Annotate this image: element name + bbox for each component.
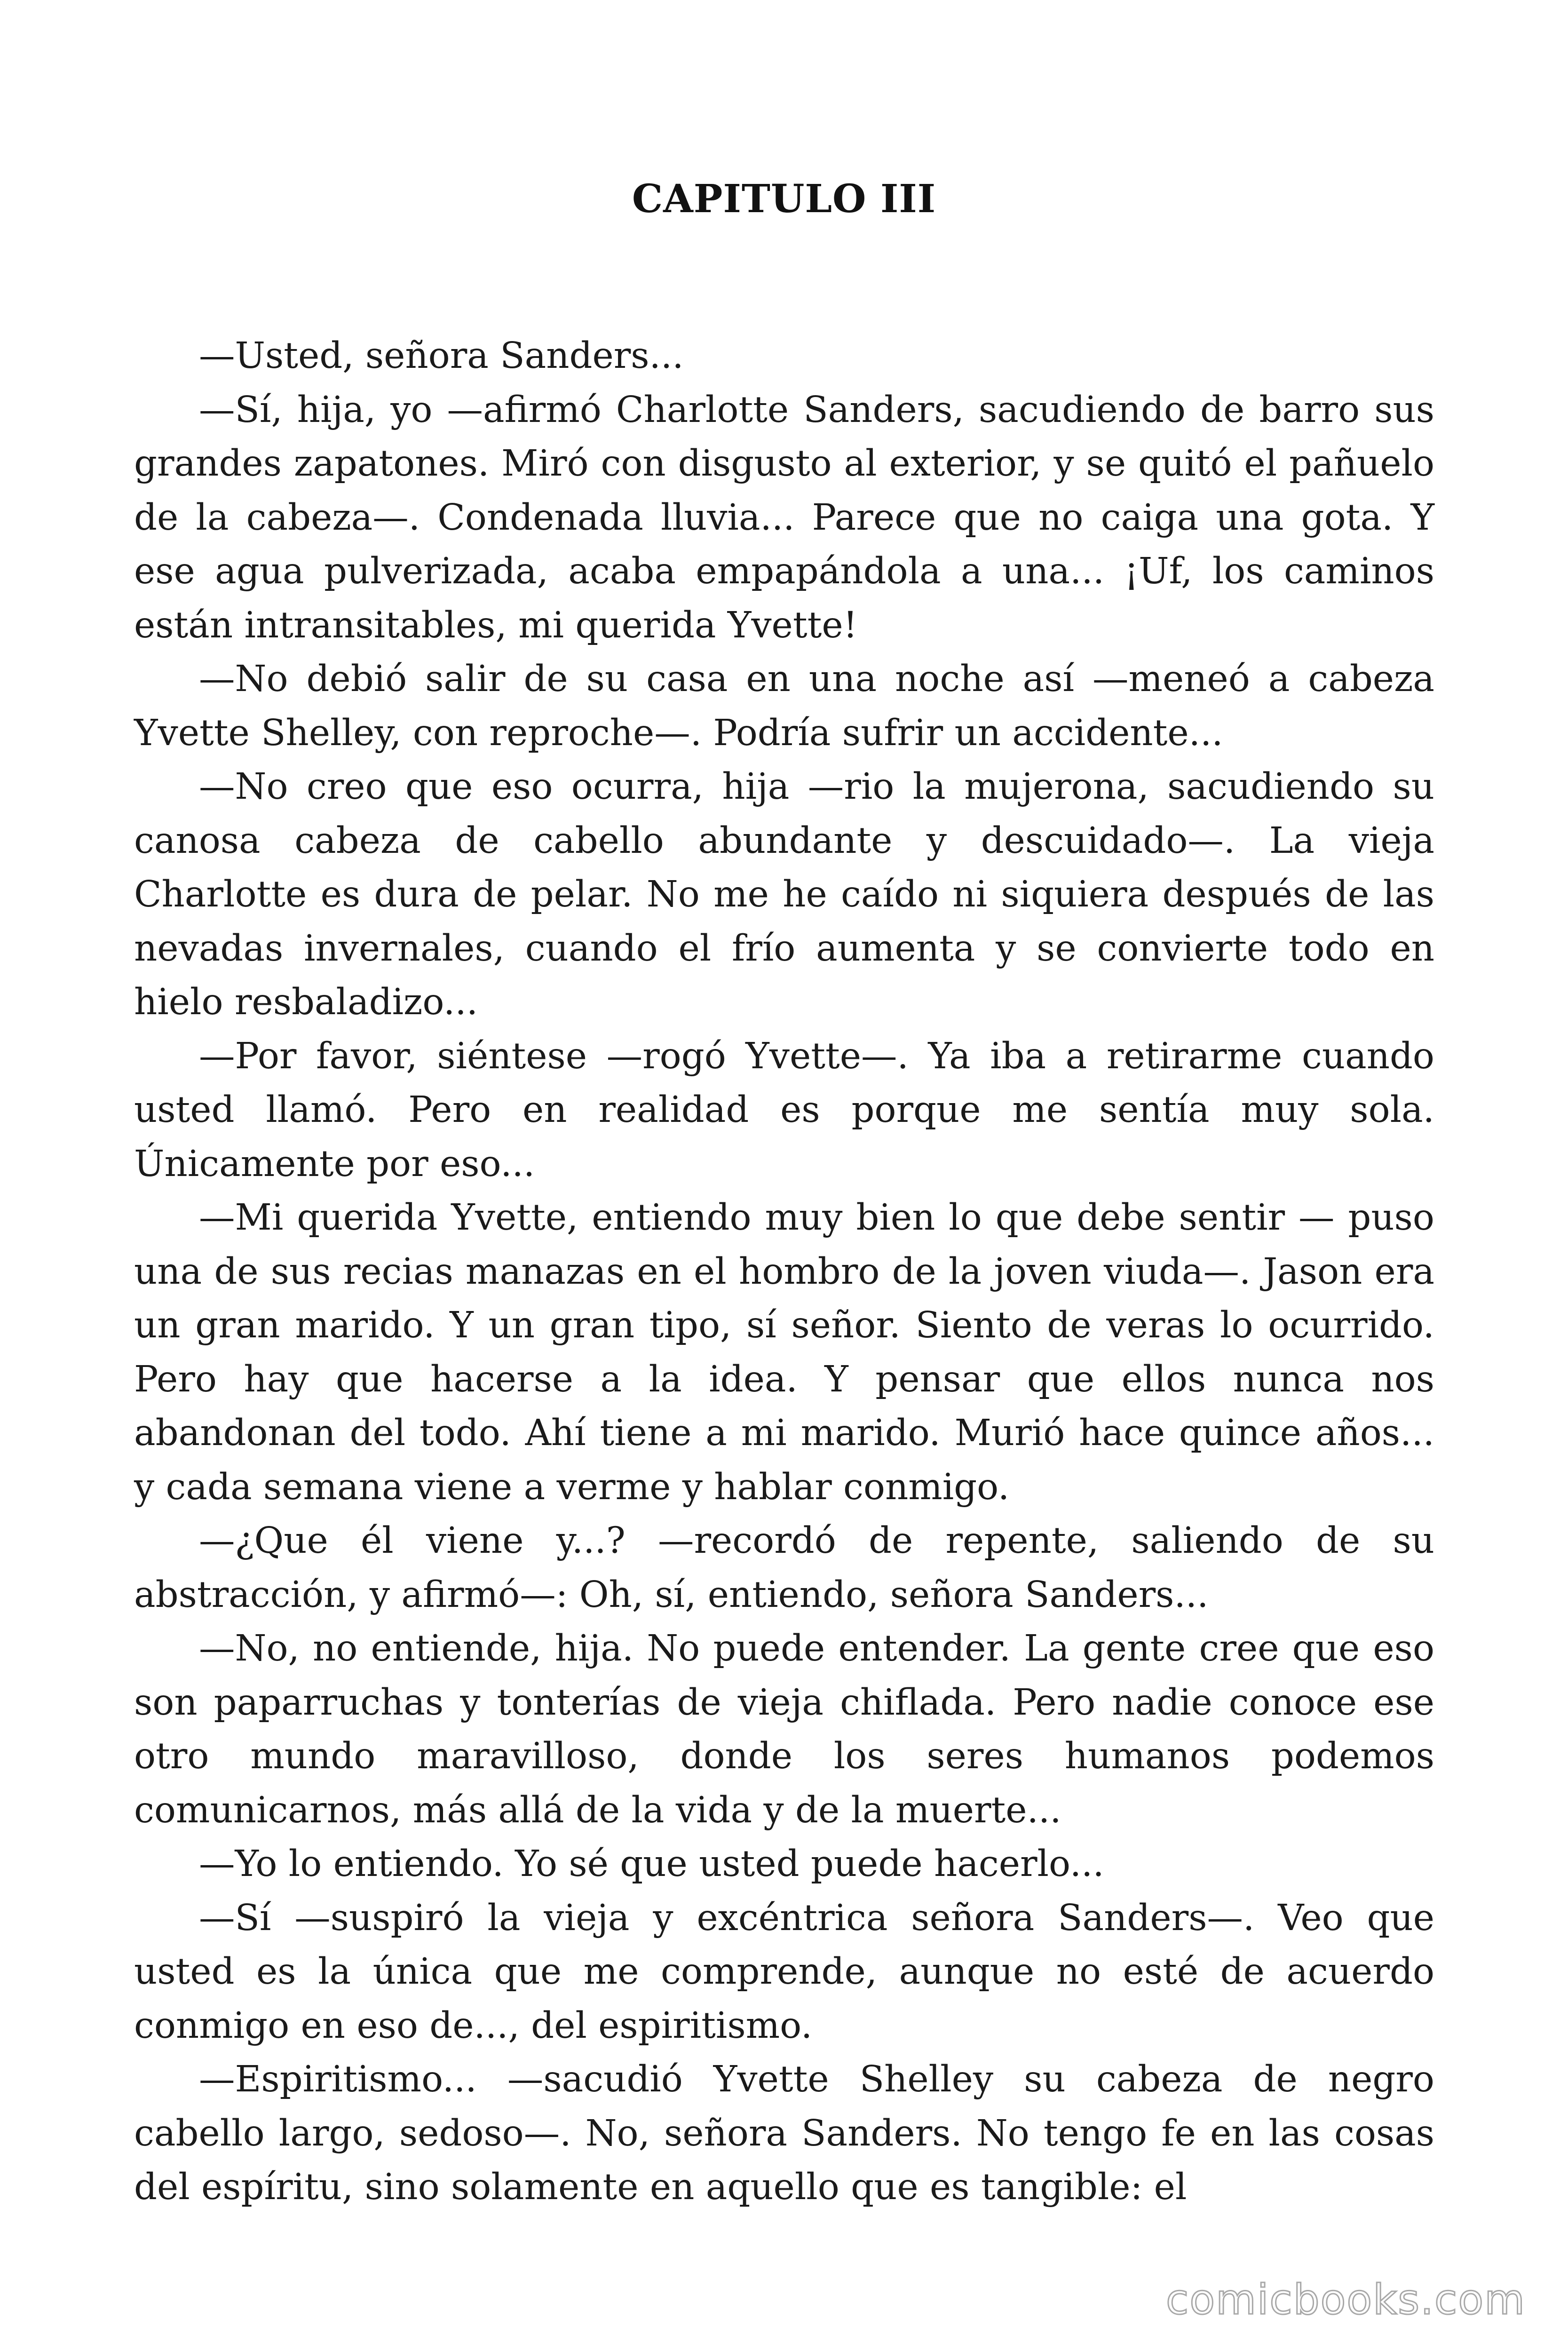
- paragraph: —No creo que eso ocurra, hija —rio la mujerona, sacudiendo su canosa cabeza de cabello abundante y descuidado—. La vieja Charlotte es dura de pelar. No me he caído ni siquiera después de las nevadas invernales, cuando el frío aumenta y se convierte todo en hielo resbaladizo...: [134, 766, 1434, 1023]
- paragraph: —No, no entiende, hija. No puede entender. La gente cree que eso son paparruchas y tonterías de vieja chiflada. Pero nadie conoce ese otro mundo maravilloso, donde los seres humanos podemos comunicarnos, más allá de la vida y de la muerte...: [134, 1628, 1434, 1831]
- chapter-title: CAPITULO III: [632, 176, 936, 222]
- paragraph: —Mi querida Yvette, entiendo muy bien lo que debe sentir — puso una de sus recias manazas en el hombro de la joven viuda—. Jason era un gran marido. Y un gran tipo, sí señor. Siento de veras lo ocurrido. Pero hay que hacerse a la idea. Y pensar que ellos nunca nos abandonan del todo. Ahí tiene a mi marido. Murió hace quince años... y cada semana viene a verme y hablar conmigo.: [134, 1197, 1434, 1508]
- paragraph: —Sí —suspiró la vieja y excéntrica señora Sanders—. Veo que usted es la única que me comprende, aunque no esté de acuerdo conmigo en eso de..., del espiritismo.: [134, 1897, 1434, 2047]
- paragraph: —Yo lo entiendo. Yo sé que usted puede hacerlo...: [199, 1843, 1104, 1885]
- paragraph: —Por favor, siéntese —rogó Yvette—. Ya iba a retirarme cuando usted llamó. Pero en realidad es porque me sentía muy sola. Únicamente por eso...: [134, 1035, 1434, 1185]
- watermark: comicbooks.com: [1165, 2275, 1526, 2324]
- paragraph: —No debió salir de su casa en una noche así —meneó a cabeza Yvette Shelley, con reproche—. Podría sufrir un accidente...: [134, 658, 1434, 754]
- paragraph: —Sí, hija, yo —afirmó Charlotte Sanders, sacudiendo de barro sus grandes zapatones. Miró con disgusto al exterior, y se quitó el pañuelo de la cabeza—. Condenada lluvia... Parece que no caiga una gota. Y ese agua pulverizada, acaba empapándola a una... ¡Uf, los caminos están intransitables, mi querida Yvette!: [134, 389, 1434, 646]
- chapter-body: [134, 329, 1434, 2215]
- paragraph: —Espiritismo... —sacudió Yvette Shelley su cabeza de negro cabello largo, sedoso—. No, señora Sanders. No tengo fe en las cosas del espíritu, sino solamente en aquello que es tangible: el: [134, 2058, 1434, 2208]
- paragraph: —¿Que él viene y...? —recordó de repente, saliendo de su abstracción, y afirmó—: Oh, sí, entiendo, señora Sanders...: [134, 1520, 1434, 1616]
- paragraph: —Usted, señora Sanders...: [199, 335, 684, 377]
